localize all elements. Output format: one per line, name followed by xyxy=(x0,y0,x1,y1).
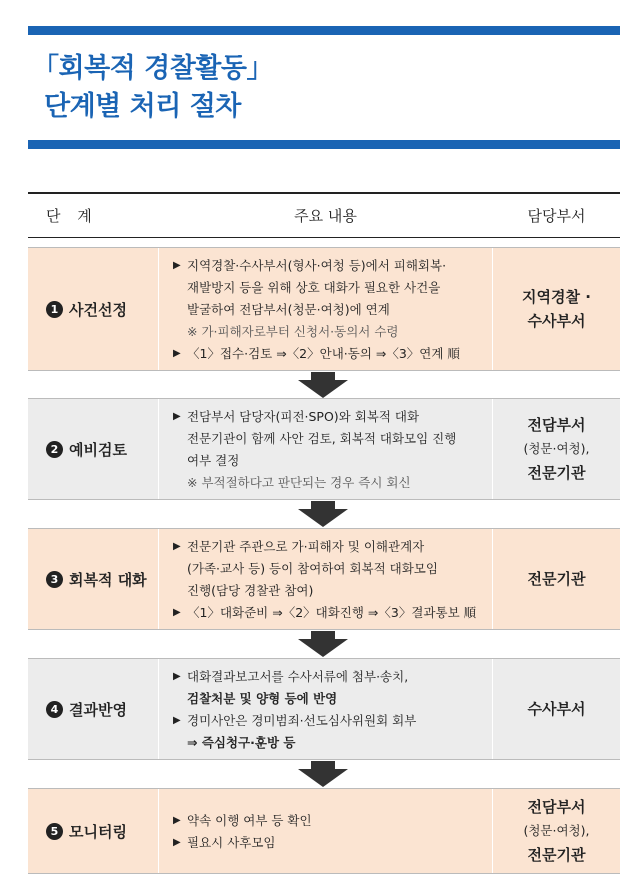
content-line: 진행(담당 경찰관 참여) xyxy=(187,583,314,598)
triangle-bullet-icon: ▶ xyxy=(173,815,181,826)
content-line: 여부 결정 xyxy=(187,453,240,468)
content-line: ▶ 필요시 사후모임 xyxy=(187,832,480,854)
stage-cell xyxy=(28,659,158,759)
content-line: 검찰처분 및 양형 등에 반영 xyxy=(187,691,338,706)
triangle-bullet-icon: ▶ xyxy=(173,348,181,359)
content-line: ▶ 지역경찰·수사부서(형사·여청 등)에서 피해회복· xyxy=(187,255,480,277)
title-line-1: 「회복적 경찰활동」 xyxy=(32,53,273,84)
content-note: ※ 가·피해자로부터 신청서·동의서 수령 xyxy=(187,324,399,339)
content-line: ▶ 〈1〉대화준비 ⇒〈2〉대화진행 ⇒〈3〉결과통보 順 xyxy=(187,602,480,624)
stage-label: 사건선정 xyxy=(69,300,127,319)
stage-label: 예비검토 xyxy=(69,440,127,459)
dept-main: 전담부서 xyxy=(527,416,586,434)
stage-cell xyxy=(28,789,158,873)
table-row xyxy=(28,528,620,630)
dept-cell xyxy=(493,659,620,759)
step-number-badge: 2 xyxy=(46,441,63,458)
dept-main: 지역경찰 · xyxy=(522,288,591,306)
step-number-badge: 1 xyxy=(46,301,63,318)
down-arrow-icon xyxy=(298,631,348,657)
content-cell xyxy=(158,399,493,499)
content-note: ※ 부적절하다고 판단되는 경우 즉시 회신 xyxy=(187,475,411,490)
triangle-bullet-icon: ▶ xyxy=(173,715,181,726)
content-cell xyxy=(158,529,493,629)
dept-main: 수사부서 xyxy=(527,700,586,718)
step-number-badge: 4 xyxy=(46,701,63,718)
content-cell xyxy=(158,659,493,759)
header-content: 주요 내용 xyxy=(294,207,357,225)
stage-cell xyxy=(28,399,158,499)
title-line-2: 단계별 처리 절차 xyxy=(44,91,241,122)
down-arrow-icon xyxy=(298,761,348,787)
triangle-bullet-icon: ▶ xyxy=(173,541,181,552)
content-line: ▶ 〈1〉접수·검토 ⇒〈2〉안내·동의 ⇒〈3〉연계 順 xyxy=(187,343,480,365)
dept-main: 전담부서 xyxy=(527,798,586,816)
content-line: 발굴하여 전담부서(청문·여청)에 연계 xyxy=(187,302,390,317)
content-cell xyxy=(158,248,493,370)
dept-sub: (청문·여청), xyxy=(523,823,590,838)
header-stage: 단 계 xyxy=(46,207,98,225)
header-dept: 담당부서 xyxy=(527,207,586,225)
triangle-bullet-icon: ▶ xyxy=(173,260,181,271)
content-line: 전문기관이 함께 사안 검토, 회복적 대화모임 진행 xyxy=(187,431,457,446)
triangle-bullet-icon: ▶ xyxy=(173,607,181,618)
page-title xyxy=(32,50,273,126)
table-row xyxy=(28,658,620,760)
triangle-bullet-icon: ▶ xyxy=(173,411,181,422)
stage-label: 모니터링 xyxy=(69,822,127,841)
dept-main-2: 전문기관 xyxy=(527,846,586,864)
triangle-bullet-icon: ▶ xyxy=(173,671,181,682)
down-arrow-icon xyxy=(298,501,348,527)
content-line: ⇒ 즉심청구·훈방 등 xyxy=(187,735,296,750)
dept-main-2: 전문기관 xyxy=(527,464,586,482)
table-header xyxy=(28,192,620,238)
stage-cell xyxy=(28,248,158,370)
down-arrow-icon xyxy=(298,372,348,398)
stage-label: 결과반영 xyxy=(69,700,127,719)
dept-cell xyxy=(493,529,620,629)
table-row xyxy=(28,788,620,874)
content-line: ▶ 전담부서 담당자(피전·SPO)와 회복적 대화 xyxy=(187,406,480,428)
table-row xyxy=(28,398,620,500)
dept-cell xyxy=(493,399,620,499)
triangle-bullet-icon: ▶ xyxy=(173,837,181,848)
content-cell xyxy=(158,789,493,873)
content-line: ▶ 약속 이행 여부 등 확인 xyxy=(187,810,480,832)
content-line: ▶ 대화결과보고서를 수사서류에 첨부·송치, xyxy=(187,666,480,688)
stage-cell xyxy=(28,529,158,629)
dept-sub: (청문·여청), xyxy=(523,441,590,456)
dept-main-2: 수사부서 xyxy=(527,312,586,330)
title-bottom-rule xyxy=(28,140,620,149)
table-row xyxy=(28,247,620,371)
dept-main: 전문기관 xyxy=(527,570,586,588)
top-rule xyxy=(28,26,620,35)
stage-label: 회복적 대화 xyxy=(69,570,147,589)
dept-cell xyxy=(493,789,620,873)
content-line: (가족·교사 등) 등이 참여하여 회복적 대화모임 xyxy=(187,561,438,576)
content-line: ▶ 경미사안은 경미범죄·선도심사위원회 회부 xyxy=(187,710,480,732)
dept-cell xyxy=(493,248,620,370)
step-number-badge: 5 xyxy=(46,823,63,840)
content-line: ▶ 전문기관 주관으로 가·피해자 및 이해관계자 xyxy=(187,536,480,558)
content-line: 재발방지 등을 위해 상호 대화가 필요한 사건을 xyxy=(187,280,441,295)
step-number-badge: 3 xyxy=(46,571,63,588)
